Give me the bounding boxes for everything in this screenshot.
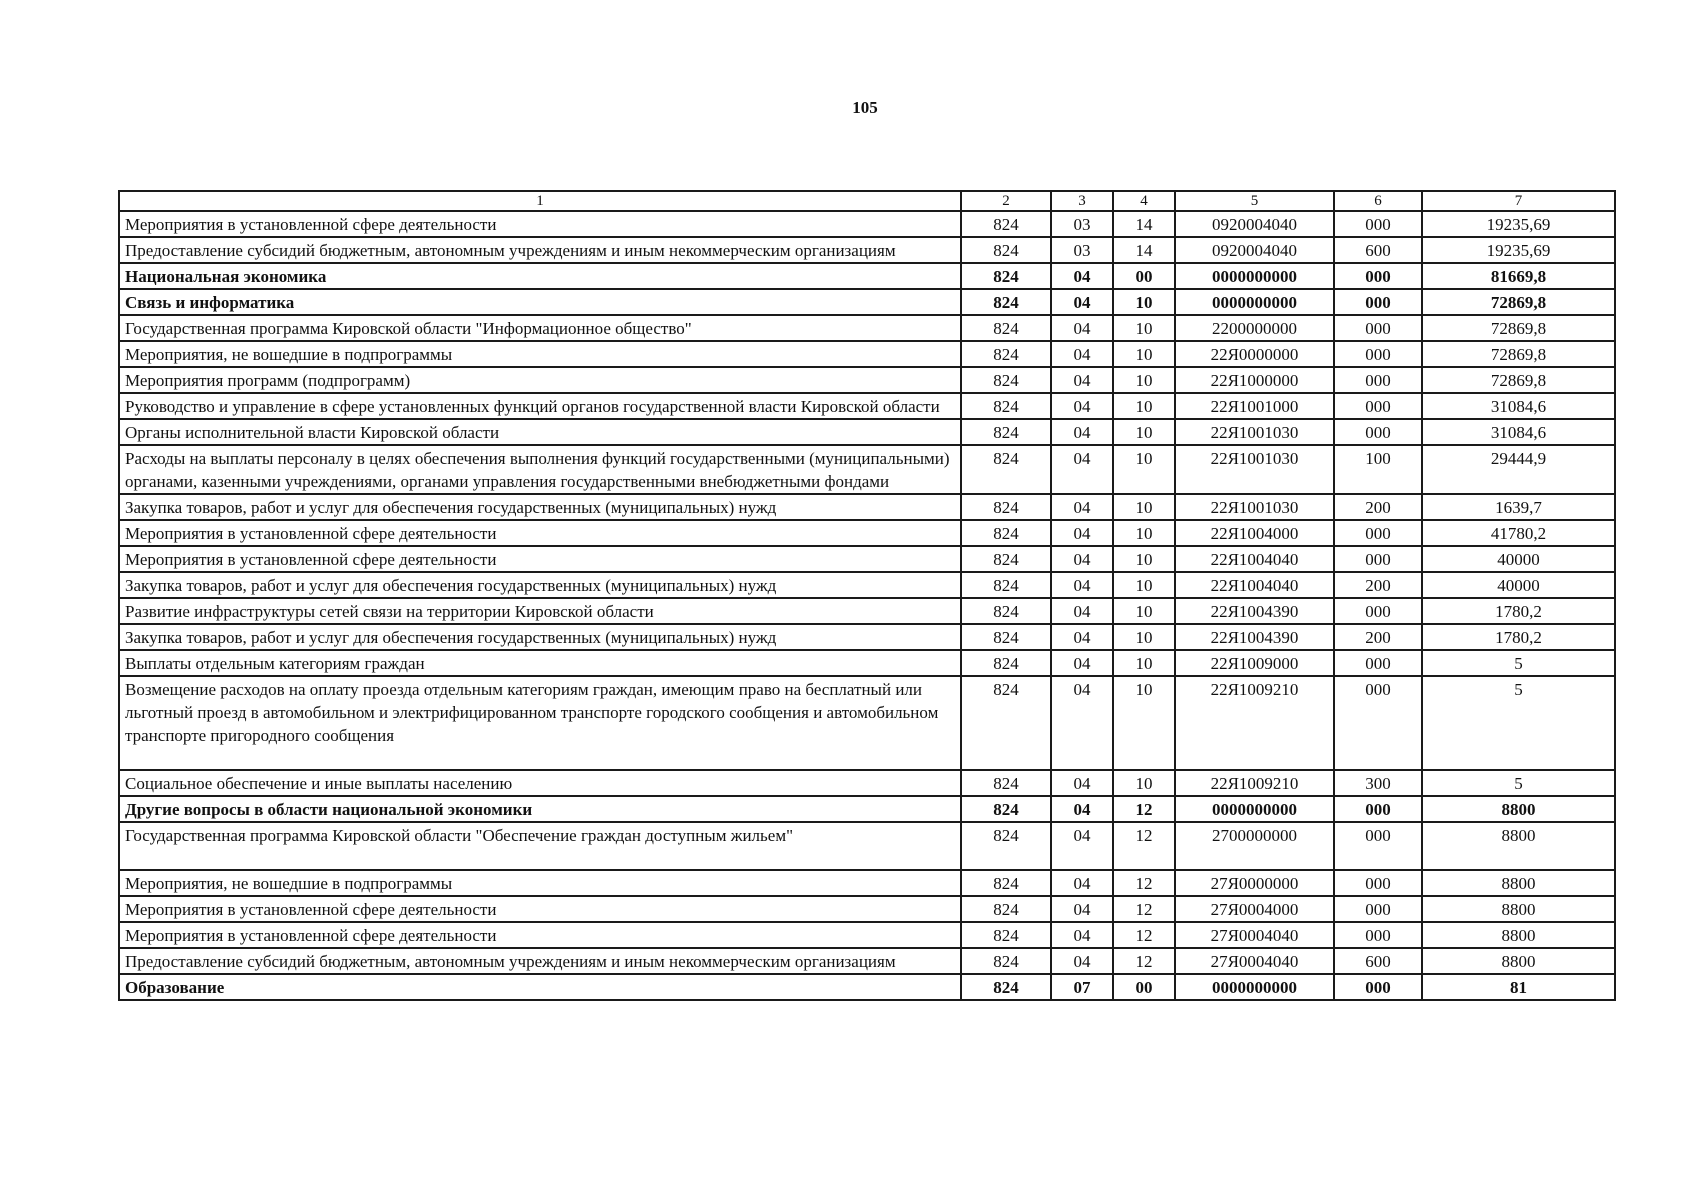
code-5-cell: 0000000000 <box>1175 289 1334 315</box>
code-6-cell: 200 <box>1334 494 1422 520</box>
code-6-cell: 000 <box>1334 546 1422 572</box>
header-cell: 1 <box>119 191 961 211</box>
row-name-cell: Социальное обеспечение и иные выплаты населению <box>119 770 961 796</box>
table-row <box>119 445 1615 494</box>
code-6-cell: 000 <box>1334 263 1422 289</box>
code-3-cell: 04 <box>1051 624 1113 650</box>
code-2-cell: 824 <box>961 445 1051 494</box>
code-3-cell: 04 <box>1051 494 1113 520</box>
row-name-cell: Мероприятия в установленной сфере деятельности <box>119 546 961 572</box>
amount-cell: 40000 <box>1422 546 1615 572</box>
code-4-cell: 10 <box>1113 572 1175 598</box>
code-2-cell: 824 <box>961 770 1051 796</box>
code-5-cell: 2700000000 <box>1175 822 1334 870</box>
table-row <box>119 922 1615 948</box>
code-4-cell: 10 <box>1113 676 1175 770</box>
row-name-cell: Мероприятия, не вошедшие в подпрограммы <box>119 870 961 896</box>
amount-cell: 41780,2 <box>1422 520 1615 546</box>
code-5-cell: 22Я1004000 <box>1175 520 1334 546</box>
amount-cell: 1780,2 <box>1422 598 1615 624</box>
amount-cell: 1780,2 <box>1422 624 1615 650</box>
code-2-cell: 824 <box>961 624 1051 650</box>
amount-cell: 81669,8 <box>1422 263 1615 289</box>
amount-cell: 72869,8 <box>1422 289 1615 315</box>
row-name-cell: Мероприятия в установленной сфере деятельности <box>119 922 961 948</box>
code-2-cell: 824 <box>961 237 1051 263</box>
code-6-cell: 000 <box>1334 367 1422 393</box>
code-4-cell: 10 <box>1113 445 1175 494</box>
amount-cell: 19235,69 <box>1422 211 1615 237</box>
code-4-cell: 10 <box>1113 494 1175 520</box>
code-2-cell: 824 <box>961 211 1051 237</box>
code-3-cell: 04 <box>1051 676 1113 770</box>
amount-cell: 8800 <box>1422 896 1615 922</box>
table-row <box>119 948 1615 974</box>
table-row <box>119 494 1615 520</box>
row-name-cell: Развитие инфраструктуры сетей связи на территории Кировской области <box>119 598 961 624</box>
code-6-cell: 600 <box>1334 948 1422 974</box>
code-5-cell: 22Я1009210 <box>1175 676 1334 770</box>
code-4-cell: 12 <box>1113 796 1175 822</box>
code-6-cell: 600 <box>1334 237 1422 263</box>
code-2-cell: 824 <box>961 948 1051 974</box>
code-2-cell: 824 <box>961 419 1051 445</box>
code-4-cell: 10 <box>1113 393 1175 419</box>
code-3-cell: 04 <box>1051 572 1113 598</box>
code-6-cell: 200 <box>1334 572 1422 598</box>
table-row <box>119 263 1615 289</box>
code-4-cell: 12 <box>1113 922 1175 948</box>
code-3-cell: 04 <box>1051 896 1113 922</box>
code-2-cell: 824 <box>961 367 1051 393</box>
row-name-cell: Руководство и управление в сфере установленных функций органов государственной власти Кировской области <box>119 393 961 419</box>
table-row <box>119 341 1615 367</box>
table-row <box>119 393 1615 419</box>
code-6-cell: 000 <box>1334 419 1422 445</box>
code-5-cell: 0000000000 <box>1175 263 1334 289</box>
header-cell: 6 <box>1334 191 1422 211</box>
code-3-cell: 04 <box>1051 520 1113 546</box>
budget-table <box>118 190 1616 1001</box>
row-name-cell: Закупка товаров, работ и услуг для обеспечения государственных (муниципальных) нужд <box>119 572 961 598</box>
table-row <box>119 520 1615 546</box>
row-name-cell: Расходы на выплаты персоналу в целях обеспечения выполнения функций государственными (муниципальными) органами, казенными учреждениями, органами управления государственными внебюджетными фондами <box>119 445 961 494</box>
code-3-cell: 03 <box>1051 211 1113 237</box>
table-row <box>119 598 1615 624</box>
row-name-cell: Образование <box>119 974 961 1000</box>
code-3-cell: 04 <box>1051 315 1113 341</box>
code-2-cell: 824 <box>961 494 1051 520</box>
code-6-cell: 000 <box>1334 393 1422 419</box>
code-4-cell: 12 <box>1113 822 1175 870</box>
code-5-cell: 0920004040 <box>1175 237 1334 263</box>
table-row <box>119 624 1615 650</box>
row-name-cell: Государственная программа Кировской области "Обеспечение граждан доступным жильем" <box>119 822 961 870</box>
code-2-cell: 824 <box>961 263 1051 289</box>
amount-cell: 72869,8 <box>1422 315 1615 341</box>
code-6-cell: 000 <box>1334 520 1422 546</box>
table-row <box>119 419 1615 445</box>
code-2-cell: 824 <box>961 822 1051 870</box>
code-6-cell: 000 <box>1334 870 1422 896</box>
code-6-cell: 000 <box>1334 289 1422 315</box>
code-6-cell: 000 <box>1334 676 1422 770</box>
amount-cell: 1639,7 <box>1422 494 1615 520</box>
code-3-cell: 04 <box>1051 393 1113 419</box>
header-cell: 7 <box>1422 191 1615 211</box>
amount-cell: 31084,6 <box>1422 419 1615 445</box>
code-5-cell: 22Я1009210 <box>1175 770 1334 796</box>
code-5-cell: 22Я1004390 <box>1175 598 1334 624</box>
code-2-cell: 824 <box>961 796 1051 822</box>
table-row <box>119 289 1615 315</box>
table-row <box>119 896 1615 922</box>
amount-cell: 31084,6 <box>1422 393 1615 419</box>
code-6-cell: 200 <box>1334 624 1422 650</box>
code-4-cell: 10 <box>1113 315 1175 341</box>
code-6-cell: 000 <box>1334 598 1422 624</box>
code-6-cell: 000 <box>1334 211 1422 237</box>
code-5-cell: 22Я1001030 <box>1175 445 1334 494</box>
amount-cell: 29444,9 <box>1422 445 1615 494</box>
code-3-cell: 04 <box>1051 770 1113 796</box>
code-3-cell: 04 <box>1051 948 1113 974</box>
amount-cell: 72869,8 <box>1422 341 1615 367</box>
row-name-cell: Другие вопросы в области национальной экономики <box>119 796 961 822</box>
code-2-cell: 824 <box>961 922 1051 948</box>
code-4-cell: 12 <box>1113 948 1175 974</box>
code-4-cell: 10 <box>1113 289 1175 315</box>
code-3-cell: 04 <box>1051 263 1113 289</box>
amount-cell: 5 <box>1422 676 1615 770</box>
code-3-cell: 04 <box>1051 546 1113 572</box>
table-row <box>119 367 1615 393</box>
code-6-cell: 100 <box>1334 445 1422 494</box>
table-row <box>119 211 1615 237</box>
code-2-cell: 824 <box>961 289 1051 315</box>
code-5-cell: 22Я1004390 <box>1175 624 1334 650</box>
row-name-cell: Возмещение расходов на оплату проезда отдельным категориям граждан, имеющим право на бесплатный или льготный проезд в автомобильном и электрифицированном транспорте городского сообщения и автомобильном транспорте пригородного сообщения <box>119 676 961 770</box>
code-4-cell: 10 <box>1113 520 1175 546</box>
amount-cell: 5 <box>1422 650 1615 676</box>
code-4-cell: 10 <box>1113 341 1175 367</box>
row-name-cell: Предоставление субсидий бюджетным, автономным учреждениям и иным некоммерческим организациям <box>119 948 961 974</box>
amount-cell: 19235,69 <box>1422 237 1615 263</box>
row-name-cell: Мероприятия программ (подпрограмм) <box>119 367 961 393</box>
code-2-cell: 824 <box>961 676 1051 770</box>
code-5-cell: 2200000000 <box>1175 315 1334 341</box>
row-name-cell: Государственная программа Кировской области "Информационное общество" <box>119 315 961 341</box>
code-3-cell: 04 <box>1051 289 1113 315</box>
code-6-cell: 000 <box>1334 922 1422 948</box>
code-5-cell: 22Я1004040 <box>1175 572 1334 598</box>
code-4-cell: 10 <box>1113 650 1175 676</box>
table-row <box>119 572 1615 598</box>
code-4-cell: 10 <box>1113 598 1175 624</box>
code-3-cell: 04 <box>1051 922 1113 948</box>
code-6-cell: 300 <box>1334 770 1422 796</box>
code-3-cell: 04 <box>1051 419 1113 445</box>
code-4-cell: 00 <box>1113 263 1175 289</box>
code-2-cell: 824 <box>961 896 1051 922</box>
amount-cell: 8800 <box>1422 796 1615 822</box>
code-6-cell: 000 <box>1334 341 1422 367</box>
code-3-cell: 03 <box>1051 237 1113 263</box>
row-name-cell: Закупка товаров, работ и услуг для обеспечения государственных (муниципальных) нужд <box>119 494 961 520</box>
code-5-cell: 27Я0000000 <box>1175 870 1334 896</box>
code-5-cell: 22Я1000000 <box>1175 367 1334 393</box>
table-row <box>119 237 1615 263</box>
row-name-cell: Национальная экономика <box>119 263 961 289</box>
row-name-cell: Мероприятия в установленной сфере деятельности <box>119 896 961 922</box>
code-5-cell: 22Я0000000 <box>1175 341 1334 367</box>
code-5-cell: 27Я0004000 <box>1175 896 1334 922</box>
code-2-cell: 824 <box>961 572 1051 598</box>
code-6-cell: 000 <box>1334 974 1422 1000</box>
code-3-cell: 04 <box>1051 650 1113 676</box>
table-row <box>119 796 1615 822</box>
code-3-cell: 04 <box>1051 341 1113 367</box>
code-2-cell: 824 <box>961 974 1051 1000</box>
row-name-cell: Связь и информатика <box>119 289 961 315</box>
code-5-cell: 0000000000 <box>1175 974 1334 1000</box>
code-3-cell: 04 <box>1051 598 1113 624</box>
amount-cell: 40000 <box>1422 572 1615 598</box>
code-6-cell: 000 <box>1334 896 1422 922</box>
code-2-cell: 824 <box>961 650 1051 676</box>
table-row <box>119 770 1615 796</box>
code-2-cell: 824 <box>961 520 1051 546</box>
row-name-cell: Закупка товаров, работ и услуг для обеспечения государственных (муниципальных) нужд <box>119 624 961 650</box>
row-name-cell: Мероприятия в установленной сфере деятельности <box>119 520 961 546</box>
code-5-cell: 22Я1001030 <box>1175 494 1334 520</box>
code-3-cell: 04 <box>1051 445 1113 494</box>
amount-cell: 8800 <box>1422 922 1615 948</box>
code-2-cell: 824 <box>961 598 1051 624</box>
table-row <box>119 315 1615 341</box>
header-cell: 5 <box>1175 191 1334 211</box>
code-4-cell: 10 <box>1113 419 1175 445</box>
table-row <box>119 974 1615 1000</box>
amount-cell: 8800 <box>1422 822 1615 870</box>
code-5-cell: 22Я1001000 <box>1175 393 1334 419</box>
code-4-cell: 14 <box>1113 237 1175 263</box>
table-row <box>119 650 1615 676</box>
table-body <box>119 191 1615 1000</box>
code-3-cell: 04 <box>1051 367 1113 393</box>
code-4-cell: 00 <box>1113 974 1175 1000</box>
code-6-cell: 000 <box>1334 796 1422 822</box>
code-5-cell: 0920004040 <box>1175 211 1334 237</box>
code-4-cell: 10 <box>1113 770 1175 796</box>
code-6-cell: 000 <box>1334 650 1422 676</box>
code-2-cell: 824 <box>961 546 1051 572</box>
code-4-cell: 12 <box>1113 896 1175 922</box>
code-5-cell: 27Я0004040 <box>1175 922 1334 948</box>
table-row <box>119 546 1615 572</box>
code-5-cell: 22Я1009000 <box>1175 650 1334 676</box>
amount-cell: 5 <box>1422 770 1615 796</box>
code-2-cell: 824 <box>961 341 1051 367</box>
row-name-cell: Выплаты отдельным категориям граждан <box>119 650 961 676</box>
amount-cell: 8800 <box>1422 870 1615 896</box>
code-4-cell: 10 <box>1113 624 1175 650</box>
header-cell: 4 <box>1113 191 1175 211</box>
table-row <box>119 676 1615 770</box>
row-name-cell: Мероприятия в установленной сфере деятельности <box>119 211 961 237</box>
code-4-cell: 12 <box>1113 870 1175 896</box>
code-3-cell: 04 <box>1051 870 1113 896</box>
code-5-cell: 22Я1001030 <box>1175 419 1334 445</box>
code-4-cell: 10 <box>1113 546 1175 572</box>
table-row <box>119 870 1615 896</box>
header-cell: 3 <box>1051 191 1113 211</box>
code-2-cell: 824 <box>961 393 1051 419</box>
code-4-cell: 10 <box>1113 367 1175 393</box>
code-6-cell: 000 <box>1334 822 1422 870</box>
code-5-cell: 0000000000 <box>1175 796 1334 822</box>
code-2-cell: 824 <box>961 315 1051 341</box>
page-number: 105 <box>852 98 878 117</box>
code-3-cell: 04 <box>1051 796 1113 822</box>
row-name-cell: Органы исполнительной власти Кировской области <box>119 419 961 445</box>
header-cell: 2 <box>961 191 1051 211</box>
code-5-cell: 27Я0004040 <box>1175 948 1334 974</box>
table-row <box>119 822 1615 870</box>
code-5-cell: 22Я1004040 <box>1175 546 1334 572</box>
amount-cell: 72869,8 <box>1422 367 1615 393</box>
code-4-cell: 14 <box>1113 211 1175 237</box>
amount-cell: 81 <box>1422 974 1615 1000</box>
code-3-cell: 04 <box>1051 822 1113 870</box>
code-3-cell: 07 <box>1051 974 1113 1000</box>
row-name-cell: Мероприятия, не вошедшие в подпрограммы <box>119 341 961 367</box>
code-6-cell: 000 <box>1334 315 1422 341</box>
amount-cell: 8800 <box>1422 948 1615 974</box>
code-2-cell: 824 <box>961 870 1051 896</box>
header-row <box>119 191 1615 211</box>
row-name-cell: Предоставление субсидий бюджетным, автономным учреждениям и иным некоммерческим организациям <box>119 237 961 263</box>
